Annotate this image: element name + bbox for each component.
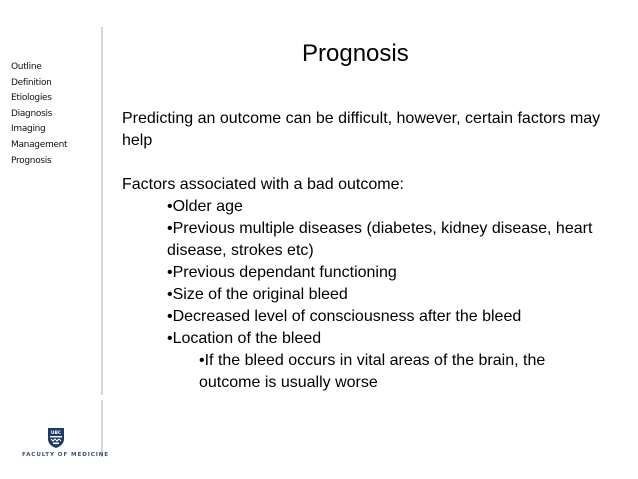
- outline-nav: [11, 60, 67, 169]
- faculty-of-medicine-logo-text: FACULTY OF MEDICINE: [22, 452, 110, 458]
- sidebar-item-diagnosis[interactable]: Diagnosis: [11, 108, 53, 119]
- sidebar-divider-lower: [101, 400, 103, 457]
- sub-list-item: •If the bleed occurs in vital areas of the brain, the outcome is usually worse: [199, 352, 546, 391]
- slide-content: [122, 108, 622, 394]
- sidebar-item-outline[interactable]: Outline: [11, 62, 42, 72]
- sidebar: [0, 0, 110, 479]
- list-item: •Decreased level of consciousness after the bleed: [167, 308, 522, 325]
- factors-heading: Factors associated with a bad outcome:: [122, 176, 404, 193]
- intro-text: Predicting an outcome can be difficult, however, certain factors may help: [122, 110, 601, 149]
- sidebar-item-prognosis[interactable]: Prognosis: [11, 155, 52, 166]
- factor-list: [122, 196, 622, 394]
- sidebar-item-definition[interactable]: Definition: [11, 77, 52, 88]
- list-item: •Size of the original bleed: [167, 286, 348, 303]
- sidebar-item-etiologies[interactable]: Etiologies: [11, 93, 52, 104]
- ubc-crest-logo: [47, 427, 65, 449]
- slide-title: Prognosis: [302, 40, 409, 67]
- sidebar-item-imaging[interactable]: Imaging: [11, 124, 46, 135]
- list-item: •Location of the bleed: [167, 330, 322, 347]
- sidebar-divider: [101, 27, 103, 395]
- crest-text: UBC: [50, 431, 62, 436]
- sidebar-item-management[interactable]: Management: [11, 139, 68, 150]
- list-item: •Previous multiple diseases (diabetes, kidney disease, heart disease, strokes etc): [167, 220, 593, 259]
- list-item: •Previous dependant functioning: [167, 264, 397, 281]
- list-item: •Older age: [167, 198, 243, 215]
